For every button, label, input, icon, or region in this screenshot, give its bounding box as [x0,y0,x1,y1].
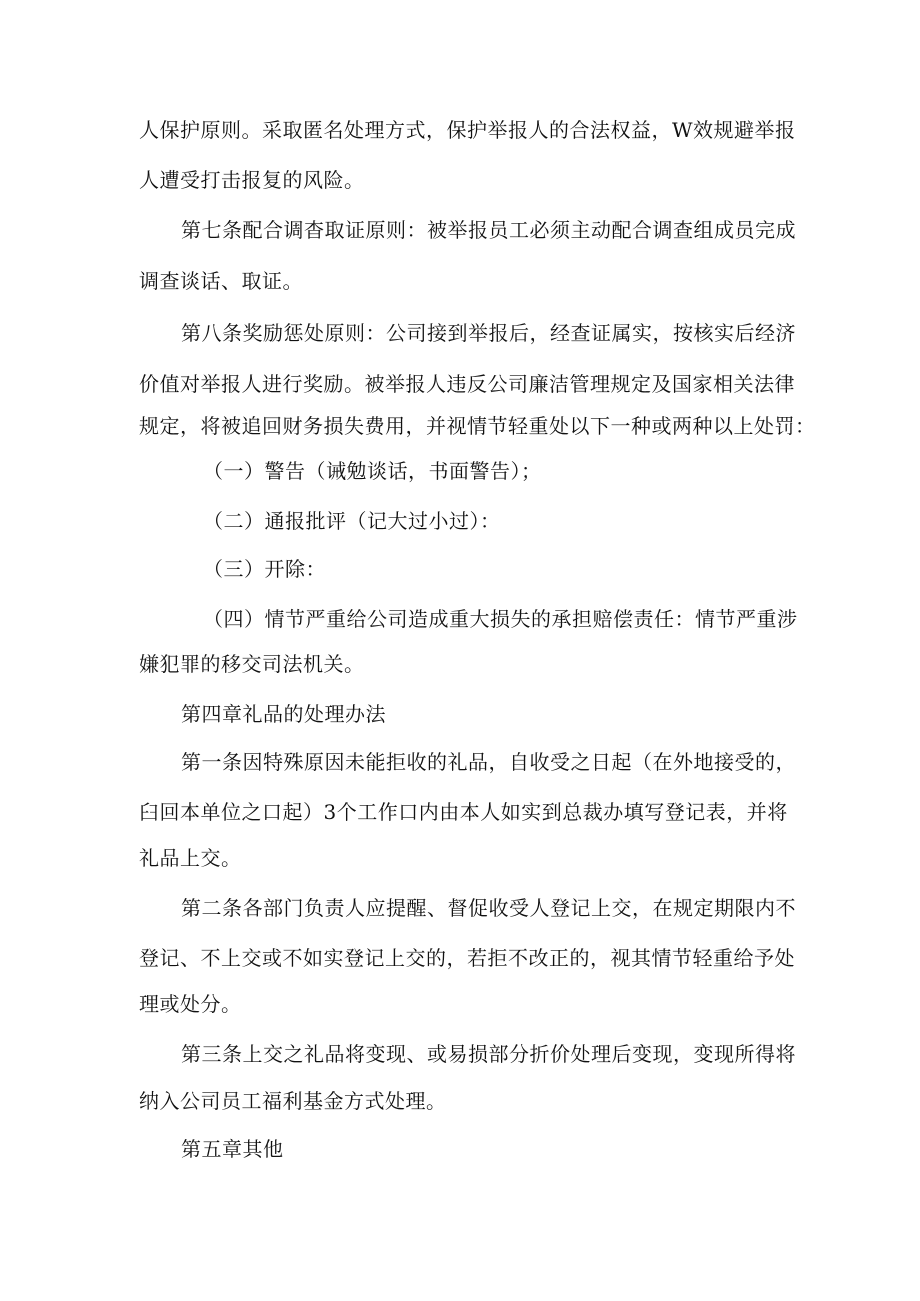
text-line: 规定，将被追回财务损失费用，并视情节轻重处以下一种或两种以上处罚： [139,414,816,438]
list-item: （三）开除： [203,557,326,581]
article-8-heading: 第八条奖励惩处原则：公司接到举报后，经查证属实，按核实后经济 [181,321,796,345]
text-line: 嫌犯罪的移交司法机关。 [139,652,365,676]
text-line: 礼品上交。 [139,846,242,870]
text-line: 登记、不上交或不如实登记上交的，若拒不改正的，视其情节轻重给予处 [139,946,795,970]
text-line: 纳入公司员工福利基金方式处理。 [139,1089,447,1113]
text-line: 臼回本单位之口起）3个工作口内由本人如实到总裁办填写登记表，并将 [139,800,788,824]
chapter-4-heading: 第四章礼品的处理办法 [181,702,386,726]
text-line: 价值对举报人进行奖励。被举报人违反公司廉洁管理规定及国家相关法律 [139,372,795,396]
article-7-heading: 第七条配合调杳取证原则：被举报员工必须主动配合调查组成员完成 [181,218,796,242]
list-item: （四）情节严重给公司造成重大损失的承担赔偿责任：情节严重涉 [203,607,798,631]
chapter-5-heading: 第五章其他 [181,1137,284,1161]
text-line: 第一条因特殊原因未能拒收的礼品，自收受之日起（在外地接受的， [181,750,796,774]
text-line: 人遭受打击报复的风险。 [139,168,365,192]
text-line: 第二条各部门负责人应提醒、督促收受人登记上交，在规定期限内不 [181,896,796,920]
text-line: 第三条上交之礼品将变现、或易损部分折价处理后变现，变现所得将 [181,1042,796,1066]
text-line: 人保护原则。采取匿名处理方式，保护举报人的合法权益，W效规避举报 [139,118,796,142]
text-line: 理或处分。 [139,992,242,1016]
list-item: （二）通报批评（记大过小过）： [203,509,501,533]
list-item: （一）警告（诫勉谈话，书面警告）； [203,459,542,483]
text-line: 调查谈话、取证。 [139,269,303,293]
